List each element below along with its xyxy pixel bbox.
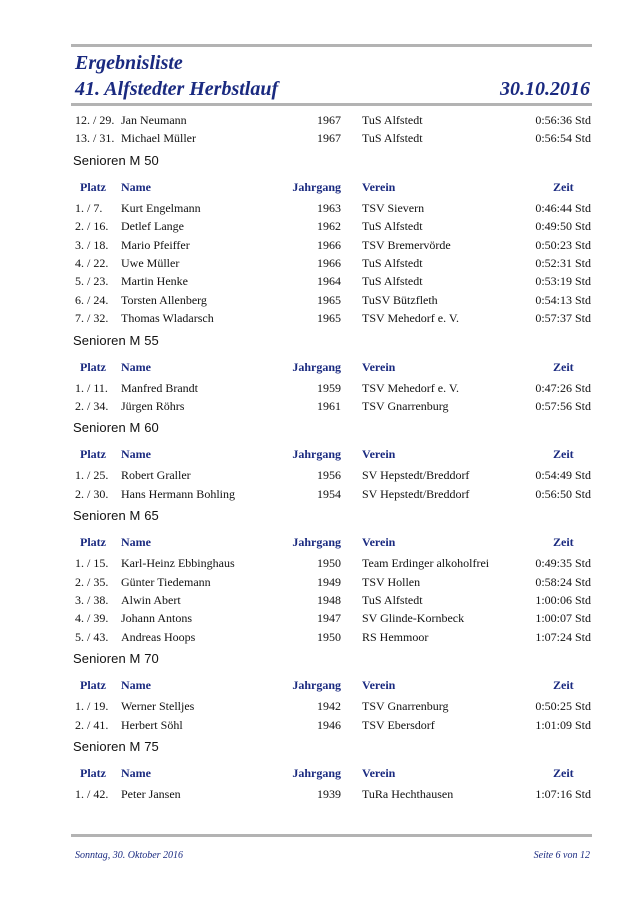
row-jahrgang: 1966 xyxy=(317,256,341,270)
column-header-jahrgang: Jahrgang xyxy=(292,535,341,550)
row-zeit: 1:00:07 Std xyxy=(535,611,591,626)
column-header-zeit: Zeit xyxy=(553,535,574,550)
row-platz: 2. / 34. xyxy=(75,399,109,413)
section-title: Senioren M 50 xyxy=(73,152,159,168)
column-header-platz: Platz xyxy=(80,678,106,693)
column-header-platz: Platz xyxy=(80,179,106,194)
row-platz: 3. / 38. xyxy=(75,593,109,607)
row-platz: 1. / 7. xyxy=(75,200,103,215)
header-top-rule xyxy=(71,44,592,47)
section-title: Senioren M 65 xyxy=(73,508,159,524)
row-verein: TSV Sievern xyxy=(362,200,425,215)
footer-date: Sonntag, 30. Oktober 2016 xyxy=(75,850,184,861)
column-header-platz: Platz xyxy=(80,766,106,780)
row-zeit: 0:52:31 Std xyxy=(535,256,591,270)
row-jahrgang: 1939 xyxy=(317,787,341,801)
section-title: Senioren M 60 xyxy=(73,420,159,436)
column-header-jahrgang: Jahrgang xyxy=(292,179,341,194)
section-title: Senioren M 70 xyxy=(73,651,159,667)
row-name: Alwin Abert xyxy=(121,593,181,607)
footer-page-number: Seite 6 von 12 xyxy=(533,850,590,861)
row-jahrgang: 1964 xyxy=(317,274,341,289)
row-verein: TuRa Hechthausen xyxy=(362,787,454,801)
column-header-name: Name xyxy=(121,535,151,550)
column-header-verein: Verein xyxy=(362,535,396,550)
row-zeit: 0:56:54 Std xyxy=(535,131,591,146)
row-jahrgang: 1954 xyxy=(317,486,341,501)
row-platz: 7. / 32. xyxy=(75,311,109,326)
column-header-jahrgang: Jahrgang xyxy=(292,766,341,780)
row-verein: TuS Alfstedt xyxy=(362,593,423,607)
row-verein: TuSV Bützfleth xyxy=(362,292,438,307)
row-zeit: 0:49:50 Std xyxy=(535,219,591,234)
column-header-name: Name xyxy=(121,766,151,780)
row-zeit: 0:50:23 Std xyxy=(535,237,591,252)
section-title: Senioren M 55 xyxy=(73,332,159,348)
row-platz: 2. / 35. xyxy=(75,574,109,589)
column-header-jahrgang: Jahrgang xyxy=(292,678,341,693)
row-name: Uwe Müller xyxy=(121,256,180,270)
row-platz: 2. / 16. xyxy=(75,219,109,234)
header-bottom-rule xyxy=(71,103,592,106)
row-verein: SV Glinde-Kornbeck xyxy=(362,611,465,626)
row-verein: TSV Bremervörde xyxy=(362,237,451,252)
row-name: Herbert Söhl xyxy=(121,717,183,732)
row-verein: Team Erdinger alkoholfrei xyxy=(362,556,490,571)
row-platz: 13. / 31. xyxy=(75,131,115,146)
row-platz: 6. / 24. xyxy=(75,292,109,307)
row-platz: 3. / 18. xyxy=(75,237,109,252)
row-name: Michael Müller xyxy=(121,131,196,146)
row-name: Werner Stelljes xyxy=(121,699,195,714)
row-verein: TuS Alfstedt xyxy=(362,113,423,127)
row-zeit: 1:01:09 Std xyxy=(535,717,591,732)
row-zeit: 0:50:25 Std xyxy=(535,699,591,714)
row-jahrgang: 1966 xyxy=(317,237,341,252)
row-zeit: 0:57:56 Std xyxy=(535,399,591,413)
row-platz: 1. / 15. xyxy=(75,556,109,571)
row-verein: TuS Alfstedt xyxy=(362,256,423,270)
row-name: Detlef Lange xyxy=(121,219,184,234)
row-name: Manfred Brandt xyxy=(121,380,198,395)
column-header-jahrgang: Jahrgang xyxy=(292,359,341,374)
row-jahrgang: 1965 xyxy=(317,292,341,307)
row-verein: RS Hemmoor xyxy=(362,629,429,644)
row-zeit: 0:49:35 Std xyxy=(535,556,591,571)
row-platz: 2. / 30. xyxy=(75,486,109,501)
row-zeit: 0:54:13 Std xyxy=(535,292,591,307)
column-header-name: Name xyxy=(121,678,151,693)
row-zeit: 1:07:24 Std xyxy=(535,629,591,644)
row-jahrgang: 1963 xyxy=(317,200,341,215)
column-header-verein: Verein xyxy=(362,678,396,693)
row-platz: 1. / 42. xyxy=(75,787,109,801)
row-verein: TuS Alfstedt xyxy=(362,219,423,234)
row-verein: SV Hepstedt/Breddorf xyxy=(362,486,470,501)
row-name: Andreas Hoops xyxy=(121,629,196,644)
column-header-zeit: Zeit xyxy=(553,447,574,462)
row-platz: 4. / 22. xyxy=(75,256,109,270)
row-name: Robert Graller xyxy=(121,468,191,483)
row-zeit: 0:56:36 Std xyxy=(535,113,591,127)
row-jahrgang: 1946 xyxy=(317,717,341,732)
row-jahrgang: 1947 xyxy=(317,611,341,626)
row-name: Thomas Wladarsch xyxy=(121,311,214,326)
row-name: Günter Tiedemann xyxy=(121,574,211,589)
row-verein: SV Hepstedt/Breddorf xyxy=(362,468,470,483)
row-platz: 1. / 25. xyxy=(75,468,109,483)
row-name: Jan Neumann xyxy=(121,113,187,127)
section-title: Senioren M 75 xyxy=(73,739,159,754)
column-header-zeit: Zeit xyxy=(553,179,574,194)
row-platz: 5. / 23. xyxy=(75,274,109,289)
column-header-platz: Platz xyxy=(80,447,106,462)
row-jahrgang: 1956 xyxy=(317,468,341,483)
row-jahrgang: 1967 xyxy=(317,113,341,127)
row-platz: 12. / 29. xyxy=(75,113,115,127)
row-verein: TuS Alfstedt xyxy=(362,131,423,146)
column-header-verein: Verein xyxy=(362,766,396,780)
column-header-jahrgang: Jahrgang xyxy=(292,447,341,462)
row-jahrgang: 1967 xyxy=(317,131,341,146)
column-header-verein: Verein xyxy=(362,359,396,374)
event-title: 41. Alfstedter Herbstlauf xyxy=(75,78,279,100)
row-platz: 2. / 41. xyxy=(75,717,109,732)
column-header-verein: Verein xyxy=(362,179,396,194)
row-platz: 1. / 11. xyxy=(75,380,108,395)
row-zeit: 1:07:16 Std xyxy=(535,787,591,801)
column-header-name: Name xyxy=(121,447,151,462)
column-header-zeit: Zeit xyxy=(553,359,574,374)
row-name: Johann Antons xyxy=(121,611,193,626)
row-jahrgang: 1950 xyxy=(317,556,341,571)
footer-rule xyxy=(71,834,592,837)
row-jahrgang: 1959 xyxy=(317,380,341,395)
row-zeit: 0:54:49 Std xyxy=(535,468,591,483)
row-zeit: 0:58:24 Std xyxy=(535,574,591,589)
row-name: Martin Henke xyxy=(121,274,188,289)
row-jahrgang: 1961 xyxy=(317,399,341,413)
row-jahrgang: 1949 xyxy=(317,574,341,589)
column-header-verein: Verein xyxy=(362,447,396,462)
row-name: Hans Hermann Bohling xyxy=(121,486,235,501)
row-zeit: 1:00:06 Std xyxy=(535,593,591,607)
row-name: Kurt Engelmann xyxy=(121,200,201,215)
row-jahrgang: 1948 xyxy=(317,593,341,607)
row-zeit: 0:57:37 Std xyxy=(535,311,591,326)
row-platz: 5. / 43. xyxy=(75,629,109,644)
row-jahrgang: 1962 xyxy=(317,219,341,234)
row-verein: TSV Hollen xyxy=(362,574,421,589)
row-platz: 4. / 39. xyxy=(75,611,109,626)
column-header-platz: Platz xyxy=(80,535,106,550)
column-header-name: Name xyxy=(121,359,151,374)
row-name: Mario Pfeiffer xyxy=(121,237,190,252)
row-name: Torsten Allenberg xyxy=(121,292,207,307)
row-platz: 1. / 19. xyxy=(75,699,109,714)
column-header-zeit: Zeit xyxy=(553,766,574,780)
column-header-name: Name xyxy=(121,179,151,194)
row-jahrgang: 1950 xyxy=(317,629,341,644)
row-jahrgang: 1942 xyxy=(317,699,341,714)
row-name: Peter Jansen xyxy=(121,787,181,801)
document-title: Ergebnisliste xyxy=(75,52,183,74)
row-verein: TSV Mehedorf e. V. xyxy=(362,311,459,326)
column-header-zeit: Zeit xyxy=(553,678,574,693)
row-zeit: 0:47:26 Std xyxy=(535,380,591,395)
row-verein: TSV Gnarrenburg xyxy=(362,699,449,714)
row-verein: TSV Ebersdorf xyxy=(362,717,435,732)
row-verein: TuS Alfstedt xyxy=(362,274,423,289)
row-zeit: 0:46:44 Std xyxy=(535,200,591,215)
row-verein: TSV Mehedorf e. V. xyxy=(362,380,459,395)
row-verein: TSV Gnarrenburg xyxy=(362,399,449,413)
event-date: 30.10.2016 xyxy=(500,78,590,100)
row-name: Karl-Heinz Ebbinghaus xyxy=(121,556,235,571)
row-name: Jürgen Röhrs xyxy=(121,399,185,413)
column-header-platz: Platz xyxy=(80,359,106,374)
row-zeit: 0:56:50 Std xyxy=(535,486,591,501)
row-zeit: 0:53:19 Std xyxy=(535,274,591,289)
row-jahrgang: 1965 xyxy=(317,311,341,326)
